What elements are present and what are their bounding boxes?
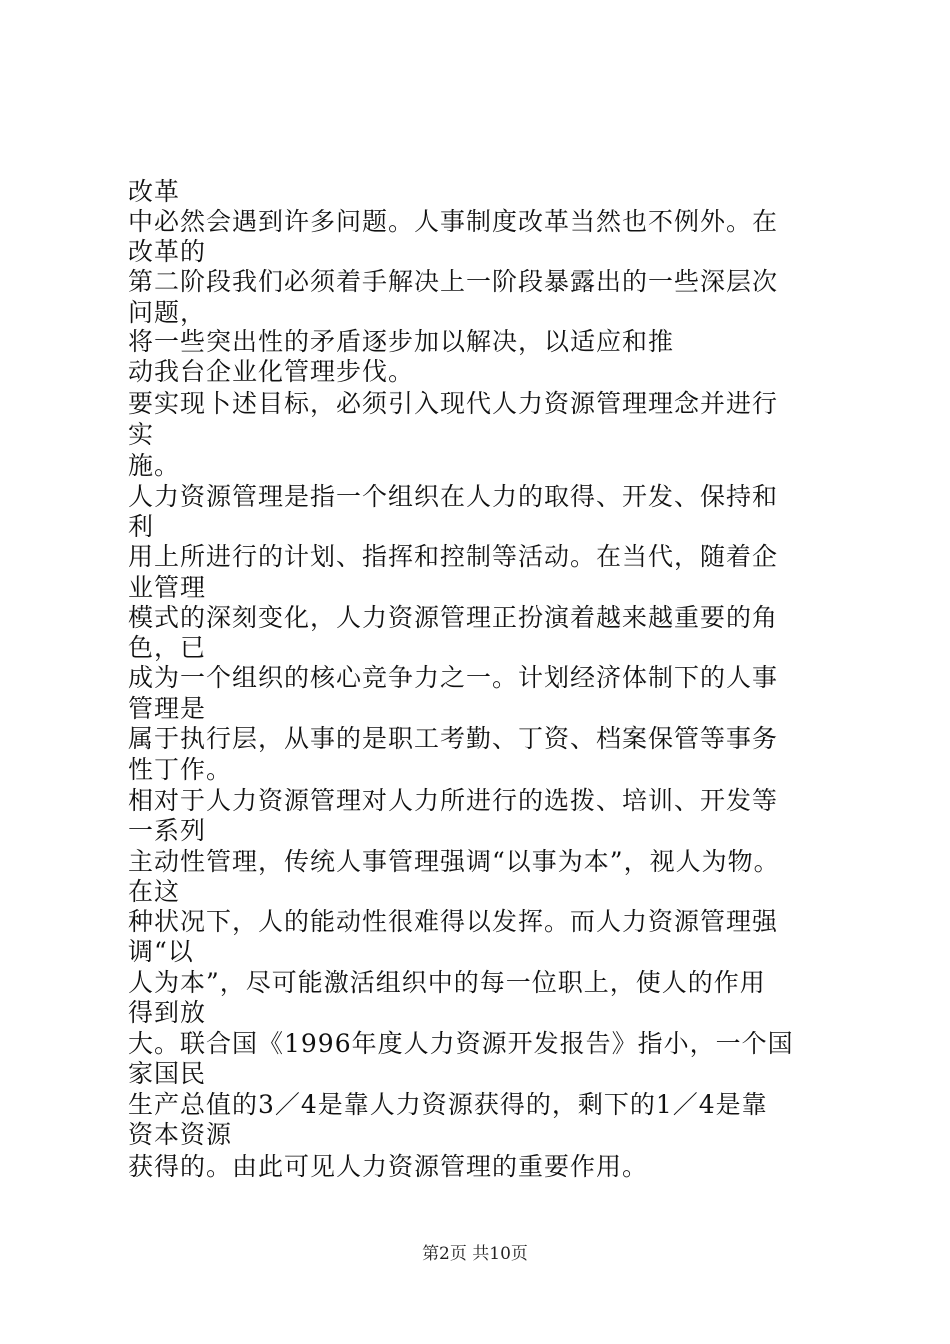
text-line: 获得的。由此可见人力资源管理的重要作用。: [128, 1152, 649, 1181]
text-line: 将一些突出性的矛盾逐步加以解决，以适应和推: [128, 327, 675, 356]
text-line: 用上所进行的计划、指挥和控制等活动。在当代，随着企: [128, 542, 779, 571]
text-line: 得到放: [128, 998, 207, 1027]
text-line: 动我台企业化管理步伐。: [128, 357, 415, 386]
text-line: 一系列: [128, 816, 207, 845]
text-line: 主动性管理，传统人事管理强调“以事为本”，视人为物。: [128, 847, 780, 876]
text-line: 要实现卜述目标，必须引入现代人力资源管理理念并进行: [128, 389, 779, 418]
text-line: 成为一个组织的核心竞争力之一。计划经济体制下的人事: [128, 663, 779, 692]
text-line: 性丁作。: [128, 755, 233, 784]
text-line: 色，已: [128, 633, 207, 662]
text-line: 资本资源: [128, 1120, 233, 1149]
text-line: 管理是: [128, 694, 207, 723]
text-line: 人为本”，尽可能激活组织中的每一位职上，使人的作用: [128, 968, 766, 997]
text-line: 中必然会遇到许多问题。人事制度改革当然也不例外。在: [128, 207, 779, 236]
text-line: 生产总值的3／4是靠人力资源获得的，剩下的1／4是靠: [128, 1090, 768, 1119]
text-line: 相对于人力资源管理对人力所进行的选拨、培训、开发等: [128, 786, 779, 815]
text-line: 改革的: [128, 237, 207, 266]
text-line: 模式的深刻变化，人力资源管理正扮演着越来越重要的角: [128, 603, 779, 632]
text-line: 种状况下，人的能动性很难得以发挥。而人力资源管理强: [128, 907, 779, 936]
text-line: 属于执行层，从事的是职工考勤、丁资、档案保管等事务: [128, 724, 779, 753]
text-line: 业管理: [128, 573, 207, 602]
text-line: 家国民: [128, 1059, 207, 1088]
text-line: 问题，: [128, 298, 207, 327]
page-number: 第2页 共10页: [422, 1244, 528, 1264]
text-line: 人力资源管理是指一个组织在人力的取得、开发、保持和: [128, 482, 779, 511]
text-line: 第二阶段我们必须着手解决上一阶段暴露出的一些深层次: [128, 267, 779, 296]
text-line: 在这: [128, 877, 181, 906]
text-line: 利: [128, 512, 155, 541]
text-line: 大。联合国《1996年度人力资源开发报告》指小，一个国: [128, 1029, 794, 1058]
text-line: 实: [128, 420, 155, 449]
text-line: 改革: [128, 177, 181, 206]
text-line: 施。: [128, 451, 181, 480]
text-line: 调“以: [128, 937, 194, 966]
